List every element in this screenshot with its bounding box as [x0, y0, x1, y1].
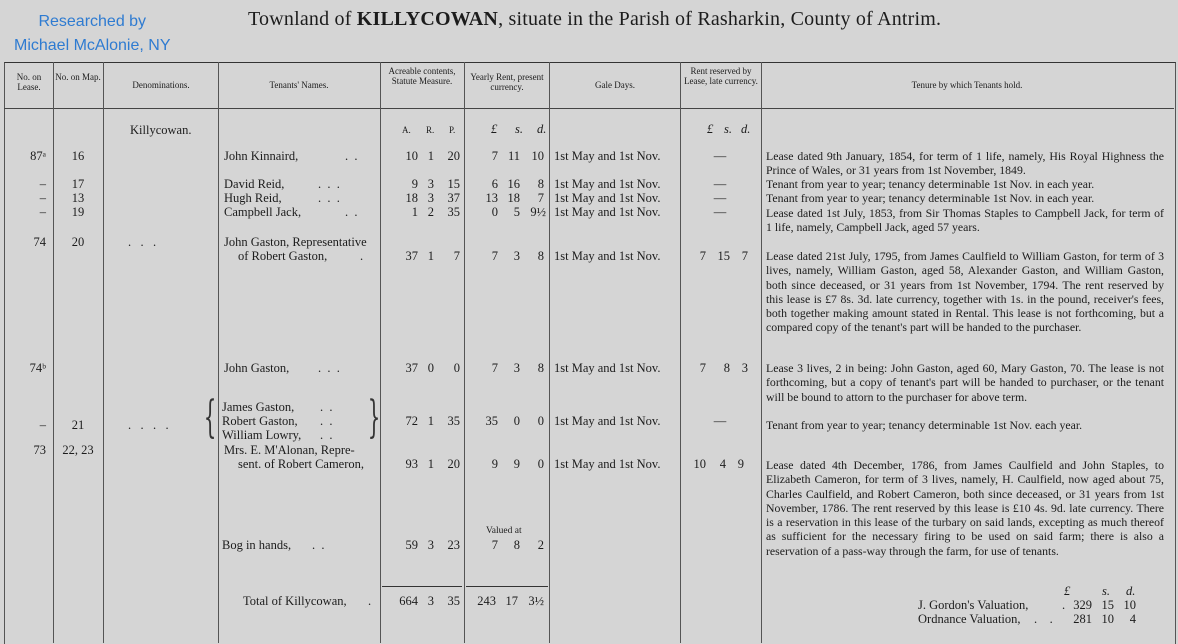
map-number: 20 — [71, 235, 85, 249]
rent-pence: 0 — [537, 414, 544, 428]
acres-p: 7 — [453, 249, 460, 263]
total-shillings: 17 — [505, 594, 518, 608]
total-acres: 664 — [399, 594, 418, 608]
acres-r: 1 — [427, 414, 434, 428]
unit-pounds: £ — [491, 122, 498, 136]
tenure-text: Lease dated 4th December, 1786, from James Caulfield and John Staples, to Elizabeth Cameron, for term of 3 lives, namely, H. Caulfield, now aged about 75, Charles Caulfield, and Robert Cameron, both since deceased, or 31 years from 1st November, 1786. The rent reserved by this lease is £10 4s. 9d. late currency. There is a reservation in this lease of the turbary on said lands, excepting as much thereof as sufficient for the necessary firing to be used on said farm; there is also a reservation of a pass-way through the farm, for use of tenants. — [766, 458, 1164, 558]
title-prefix: Townland of — [248, 8, 357, 30]
rent-pounds: 7 — [491, 249, 498, 263]
acres-p: 35 — [447, 205, 460, 219]
header-rule — [4, 108, 1174, 109]
acres-p: 20 — [447, 149, 460, 163]
lease-number: – — [39, 191, 46, 205]
total-roods: 3 — [427, 594, 434, 608]
acres-p: 15 — [447, 177, 460, 191]
rent-pounds: 7 — [491, 538, 498, 552]
lease-number: – — [39, 418, 46, 432]
ordnance-pounds: 281 — [1073, 612, 1092, 626]
lease-number: 74 — [33, 235, 46, 249]
brace-left: { — [203, 392, 217, 443]
rent-shillings: 8 — [513, 538, 520, 552]
unit-perches: P. — [449, 125, 456, 135]
column-rule — [680, 62, 681, 643]
lease-number: 87ᵃ — [30, 149, 46, 163]
column-rule — [380, 62, 381, 643]
acres-a: 59 — [405, 538, 418, 552]
gordon-shillings: 15 — [1101, 598, 1114, 612]
acres-r: 3 — [427, 191, 434, 205]
acres-r: 1 — [427, 149, 434, 163]
title-townland: KILLYCOWAN — [356, 8, 499, 30]
acres-r: 1 — [427, 249, 434, 263]
unit-res-pounds: £ — [707, 122, 714, 136]
lease-number: 74ᵇ — [29, 361, 46, 375]
rent-reserved: — — [713, 414, 727, 428]
rent-shillings: 3 — [513, 249, 520, 263]
dot-leader: . . — [320, 400, 333, 414]
rent-shillings: 5 — [513, 205, 520, 219]
rent-reserved: — — [713, 177, 727, 191]
acres-p: 20 — [447, 457, 460, 471]
gale-days: 1st May and 1st Nov. — [554, 191, 661, 205]
denomination-name: Killycowan. — [130, 123, 192, 137]
credit-line-2: Michael McAlonie, NY — [14, 37, 171, 54]
rent-reserved: — — [713, 191, 727, 205]
res-pence: 7 — [741, 249, 748, 263]
map-number: 21 — [71, 418, 85, 432]
rent-pounds: 7 — [491, 361, 498, 375]
dot-leader: . — [368, 594, 372, 608]
lease-number: – — [39, 205, 46, 219]
column-rule — [549, 62, 550, 643]
gale-days: 1st May and 1st Nov. — [554, 361, 661, 375]
val-unit-pounds: £ — [1064, 584, 1071, 598]
rent-pence: 9½ — [530, 205, 546, 219]
res-shillings: 8 — [723, 361, 730, 375]
total-perches: 35 — [447, 594, 460, 608]
dot-leader: . . . — [128, 235, 157, 249]
tenant-name: David Reid, — [224, 177, 285, 191]
acres-p: 0 — [453, 361, 460, 375]
lease-number: 73 — [33, 443, 46, 457]
tenant-name: John Gaston, — [224, 361, 290, 375]
tenure-text: Tenant from year to year; tenancy determinable 1st Nov. each year. — [766, 418, 1083, 432]
gale-days: 1st May and 1st Nov. — [554, 177, 661, 191]
res-pounds: 10 — [693, 457, 706, 471]
acres-r: 1 — [427, 457, 434, 471]
header-tenants: Tenants' Names. — [269, 80, 329, 90]
map-number: 17 — [71, 177, 85, 191]
rent-pounds: 9 — [491, 457, 498, 471]
val-unit-shillings: s. — [1102, 584, 1110, 598]
page-title — [248, 8, 941, 31]
unit-res-shillings: s. — [724, 122, 732, 136]
total-rule — [466, 586, 548, 587]
gale-days: 1st May and 1st Nov. — [554, 149, 661, 163]
tenant-name-cont: of Robert Gaston, — [238, 249, 328, 263]
header-denominations: Denominations. — [132, 80, 190, 90]
map-number: 16 — [71, 149, 85, 163]
tenant-name: Robert Gaston, — [222, 414, 298, 428]
column-rule — [464, 62, 465, 643]
map-number: 19 — [71, 205, 85, 219]
acres-a: 72 — [405, 414, 418, 428]
dot-leader: . . — [312, 538, 325, 552]
rent-reserved: — — [713, 205, 727, 219]
rent-pence: 7 — [537, 191, 544, 205]
tenant-name: John Gaston, Representative — [224, 235, 367, 249]
rent-shillings: 3 — [513, 361, 520, 375]
dot-leader: . . — [345, 205, 358, 219]
dot-leader: . . — [345, 149, 358, 163]
tenant-name: Mrs. E. M'Alonan, Repre- — [224, 443, 355, 457]
tenant-name: Bog in hands, — [222, 538, 292, 552]
rent-shillings: 18 — [507, 191, 520, 205]
map-number: 13 — [71, 191, 85, 205]
header-rent-reserved: Rent reserved by Lease, late currency. — [684, 66, 758, 86]
unit-res-pence: d. — [741, 122, 751, 136]
header-tenure: Tenure by which Tenants hold. — [911, 80, 1023, 90]
dot-leader: . . . — [318, 361, 340, 375]
tenure-text: Tenant from year to year; tenancy determinable 1st Nov. in each year. — [766, 191, 1095, 205]
rent-shillings: 9 — [513, 457, 520, 471]
acres-r: 2 — [427, 205, 434, 219]
column-rule — [761, 62, 762, 643]
acres-p: 35 — [447, 414, 460, 428]
gordon-pence: 10 — [1123, 598, 1136, 612]
tenant-name: Hugh Reid, — [224, 191, 282, 205]
unit-acres: A. — [402, 125, 411, 135]
tenure-text: Lease 3 lives, 2 in being: John Gaston, aged 60, Mary Gaston, 70. The lease is not forthcoming, but a copy of tenant's part will be handed to purchaser, or the tenant will be bound to attorn to the purchaser for above term. — [766, 361, 1164, 404]
rent-pounds: 13 — [485, 191, 498, 205]
res-pence: 9 — [737, 457, 744, 471]
rent-pounds: 7 — [491, 149, 498, 163]
res-pence: 3 — [741, 361, 748, 375]
acres-p: 37 — [447, 191, 460, 205]
tenant-name: William Lowry, — [222, 428, 302, 442]
dot-leader: . . . — [318, 191, 340, 205]
column-rule — [103, 62, 104, 643]
lease-number: – — [39, 177, 46, 191]
acres-r: 0 — [427, 361, 434, 375]
header-rent: Yearly Rent, present currency. — [470, 72, 544, 92]
dot-leader: . . . . — [128, 418, 169, 432]
gale-days: 1st May and 1st Nov. — [554, 205, 661, 219]
tenure-text: Tenant from year to year; tenancy determinable 1st Nov. in each year. — [766, 177, 1095, 191]
rent-pence: 0 — [537, 457, 544, 471]
rent-reserved: — — [713, 149, 727, 163]
rent-pounds: 0 — [491, 205, 498, 219]
rent-shillings: 16 — [507, 177, 520, 191]
dot-leader: . — [1062, 598, 1066, 612]
unit-pence: d. — [537, 122, 547, 136]
dot-leader: . . — [1034, 612, 1053, 626]
valued-at-label: Valued at — [486, 526, 522, 536]
total-pounds: 243 — [477, 594, 496, 608]
gale-days: 1st May and 1st Nov. — [554, 414, 661, 428]
tenure-text: Lease dated 9th January, 1854, for term of 1 life, namely, His Royal Highness the Prince of Wales, or 31 years from 1st November, 1849. — [766, 149, 1164, 178]
header-acres: Acreable contents, Statute Measure. — [388, 66, 456, 86]
acres-a: 1 — [411, 205, 418, 219]
unit-roods: R. — [426, 125, 435, 135]
res-pounds: 7 — [699, 361, 706, 375]
acres-a: 37 — [405, 361, 418, 375]
total-rule — [382, 586, 462, 587]
rent-pence: 8 — [537, 249, 544, 263]
acres-r: 3 — [427, 177, 434, 191]
gale-days: 1st May and 1st Nov. — [554, 249, 661, 263]
header-gale-days: Gale Days. — [595, 80, 635, 90]
header-map: No. on Map. — [55, 72, 101, 82]
acres-a: 93 — [405, 457, 418, 471]
total-label: Total of Killycowan, — [243, 594, 347, 608]
tenure-text: Lease dated 1st July, 1853, from Sir Thomas Staples to Campbell Jack, for term of 1 life, namely, Campbell Jack, aged 57 years. — [766, 206, 1164, 235]
column-rule — [218, 62, 219, 643]
header-lease: No. on Lease. — [16, 72, 42, 92]
rent-pence: 2 — [537, 538, 544, 552]
ordnance-shillings: 10 — [1101, 612, 1114, 626]
unit-shillings: s. — [515, 122, 523, 136]
column-rule — [53, 62, 54, 643]
rent-shillings: 0 — [513, 414, 520, 428]
rent-pence: 10 — [531, 149, 544, 163]
map-number: 22, 23 — [62, 443, 94, 457]
ordnance-valuation-label: Ordnance Valuation, — [918, 612, 1021, 626]
tenant-name: James Gaston, — [222, 400, 295, 414]
rent-pounds: 6 — [491, 177, 498, 191]
dot-leader: . . — [320, 428, 333, 442]
brace-right: } — [367, 392, 381, 443]
res-pounds: 7 — [699, 249, 706, 263]
dot-leader: . — [360, 249, 364, 263]
tenant-name: John Kinnaird, — [224, 149, 299, 163]
tenant-name: Campbell Jack, — [224, 205, 302, 219]
acres-a: 18 — [405, 191, 418, 205]
gordon-valuation-label: J. Gordon's Valuation, — [918, 598, 1029, 612]
gale-days: 1st May and 1st Nov. — [554, 457, 661, 471]
total-pence: 3½ — [528, 594, 544, 608]
rent-pence: 8 — [537, 177, 544, 191]
gordon-pounds: 329 — [1073, 598, 1092, 612]
acres-a: 37 — [405, 249, 418, 263]
res-shillings: 15 — [717, 249, 730, 263]
acres-a: 9 — [411, 177, 418, 191]
acres-p: 23 — [447, 538, 460, 552]
researcher-credit — [14, 10, 171, 58]
val-unit-pence: d. — [1126, 584, 1136, 598]
tenant-name-cont: sent. of Robert Cameron, — [238, 457, 365, 471]
credit-line-1: Researched by — [38, 13, 147, 30]
ordnance-pence: 4 — [1129, 612, 1136, 626]
rent-pence: 8 — [537, 361, 544, 375]
acres-a: 10 — [405, 149, 418, 163]
dot-leader: . . . — [318, 177, 340, 191]
tenure-text: Lease dated 21st July, 1795, from James Caulfield to William Gaston, for term of 3 lives, namely, William Gaston, aged 58, Alexander Gaston, and William Gaston, both since deceased, or 31 years from 1st November, 1794. The rent reserved by this lease is £7 8s. 3d. late currency, together with 1s. in the pound, receiver's fees, both together making amount stated in Rental. This lease is not forthcoming, but a compared copy of the tenant's part will be handed to the purchaser. — [766, 249, 1164, 335]
title-suffix: , situate in the Parish of Rasharkin, County of Antrim. — [498, 8, 942, 30]
rent-pounds: 35 — [485, 414, 498, 428]
dot-leader: . . — [320, 414, 333, 428]
res-shillings: 4 — [719, 457, 726, 471]
rent-shillings: 11 — [507, 149, 520, 163]
acres-r: 3 — [427, 538, 434, 552]
